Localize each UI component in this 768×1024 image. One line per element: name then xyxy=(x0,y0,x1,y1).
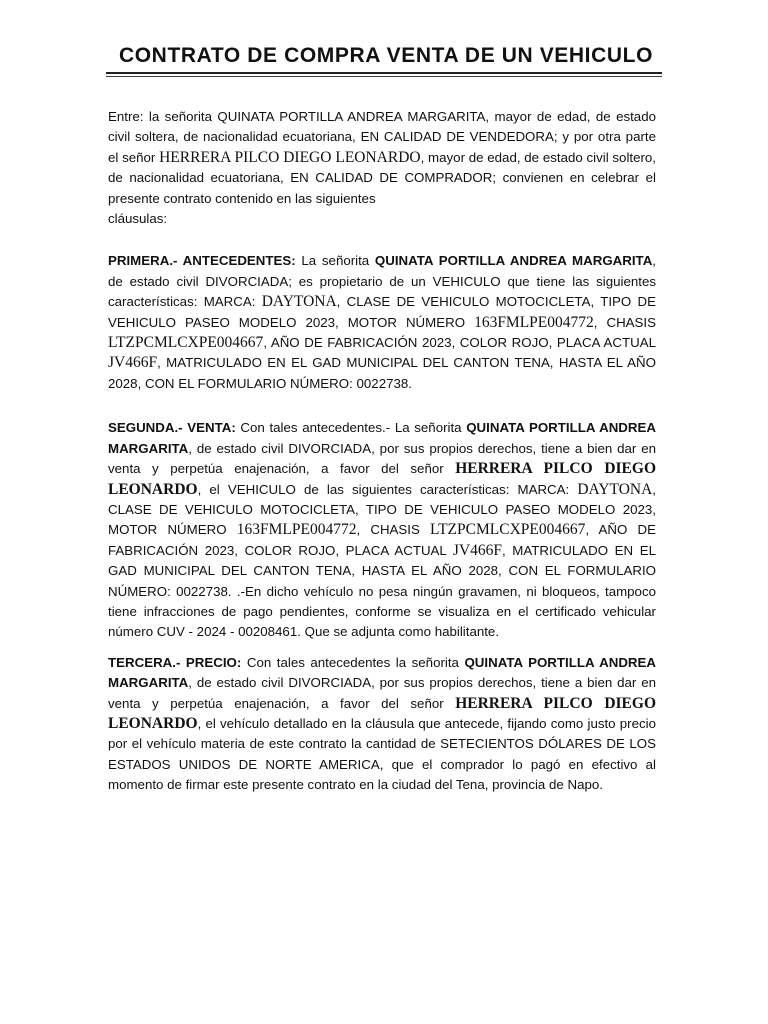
clause-segunda-heading: SEGUNDA.- VENTA: xyxy=(108,420,236,436)
segunda-text-3: , el VEHICULO de las siguientes características: MARCA: xyxy=(197,481,578,497)
primera-text-5: , AÑO DE FABRICACIÓN 2023, COLOR ROJO, PLACA ACTUAL xyxy=(263,335,656,351)
clause-tercera xyxy=(108,653,656,796)
intro-text-3: cláusulas: xyxy=(108,211,168,227)
buyer-name: HERRERA PILCO DIEGO LEONARDO xyxy=(108,460,656,498)
intro-text-1: Entre: la señorita QUINATA PORTILLA ANDREA MARGARITA, mayor de edad, de estado civil soltera, de nacionalidad ecuatoriana, EN CALIDAD DE VENDEDORA; y por otra parte el señor xyxy=(108,109,656,165)
tercera-text-3: , el vehículo detallado en la cláusula que antecede, fijando como justo precio por el vehículo materia de este contrato la cantidad de SETECIENTOS DÓLARES DE LOS ESTADOS UNIDOS DE NORTE AMERICA, que el comprador lo pagó en efectivo al momento de firmar este presente contrato en la ciudad del Tena, provincia de Napo. xyxy=(108,715,656,793)
clause-primera-heading: PRIMERA.- ANTECEDENTES: xyxy=(108,253,296,269)
document-title: CONTRATO DE COMPRA VENTA DE UN VEHICULO xyxy=(118,44,654,67)
primera-text-2: , de estado civil DIVORCIADA; es propietario de un VEHICULO que tiene las siguientes características: MARCA: xyxy=(108,253,656,310)
seller-name: QUINATA PORTILLA ANDREA MARGARITA xyxy=(108,420,656,456)
contract-body xyxy=(108,107,656,796)
intro-paragraph xyxy=(108,107,656,229)
primera-text-6: , MATRICULADO EN EL GAD MUNICIPAL DEL CANTON TENA, HASTA EL AÑO 2028, CON EL FORMULARIO NÚMERO: 0022738. xyxy=(108,355,656,391)
clause-segunda xyxy=(108,418,656,642)
plate-number: JV466F xyxy=(108,354,158,372)
motor-number: 163FMLPE004772 xyxy=(236,521,357,539)
tercera-text-2: , de estado civil DIVORCIADA, por sus propios derechos, tiene a bien dar en venta y perpetúa enajenación, a favor del señor xyxy=(108,675,656,711)
buyer-name: HERRERA PILCO DIEGO LEONARDO xyxy=(108,694,656,732)
segunda-text-7: , MATRICULADO EN EL GAD MUNICIPAL DEL CANTON TENA, HASTA EL AÑO 2028, CON EL FORMULARIO NÚMERO: 0022738. .-En dicho vehículo no pesa ningún gravamen, ni bloqueos, tampoco tiene infracciones de pago pendientes, conforme se visualiza en el certificado vehicular número CUV - 2024 - 00208461. Que se adjunta como habilitante. xyxy=(108,542,656,640)
buyer-name: HERRERA PILCO DIEGO LEONARDO xyxy=(159,148,421,166)
motor-number: 163FMLPE004772 xyxy=(474,313,594,331)
seller-name: QUINATA PORTILLA ANDREA MARGARITA xyxy=(374,253,653,269)
segunda-text-6: , AÑO DE FABRICACIÓN 2023, COLOR ROJO, PLACA ACTUAL xyxy=(108,522,656,558)
primera-text-1: La señorita xyxy=(295,253,375,269)
vehicle-brand: DAYTONA xyxy=(577,480,653,498)
vehicle-brand: DAYTONA xyxy=(261,293,337,311)
segunda-text-2: , de estado civil DIVORCIADA, por sus propios derechos, tiene a bien dar en venta y perpetúa enajenación, a favor del señor xyxy=(108,440,656,477)
chassis-number: LTZPCMLCXPE004667 xyxy=(430,521,586,539)
chassis-number: LTZPCMLCXPE004667 xyxy=(108,334,264,352)
clause-tercera-heading: TERCERA.- PRECIO: xyxy=(108,654,242,670)
seller-name: QUINATA PORTILLA ANDREA MARGARITA xyxy=(108,654,656,691)
plate-number: JV466F xyxy=(452,541,503,559)
segunda-text-5: , CHASIS xyxy=(356,522,431,538)
tercera-text-1: Con tales antecedentes la señorita xyxy=(241,654,465,670)
segunda-text-4: , CLASE DE VEHICULO MOTOCICLETA, TIPO DE VEHICULO PASEO MODELO 2023, MOTOR NÚMERO xyxy=(108,481,656,538)
clause-primera xyxy=(108,251,656,394)
segunda-text-1: Con tales antecedentes.- La señorita xyxy=(235,420,467,436)
primera-text-4: , CHASIS xyxy=(593,314,656,330)
title-underline-thin xyxy=(106,76,662,77)
title-underline xyxy=(106,72,662,74)
intro-text-2: , mayor de edad, de estado civil soltero, de nacionalidad ecuatoriana, EN CALIDAD DE COMPRADOR; convienen en celebrar el presente contrato contenido en las siguientes xyxy=(108,149,657,206)
primera-text-3: , CLASE DE VEHICULO MOTOCICLETA, TIPO DE VEHICULO PASEO MODELO 2023, MOTOR NÚMERO xyxy=(108,294,656,330)
